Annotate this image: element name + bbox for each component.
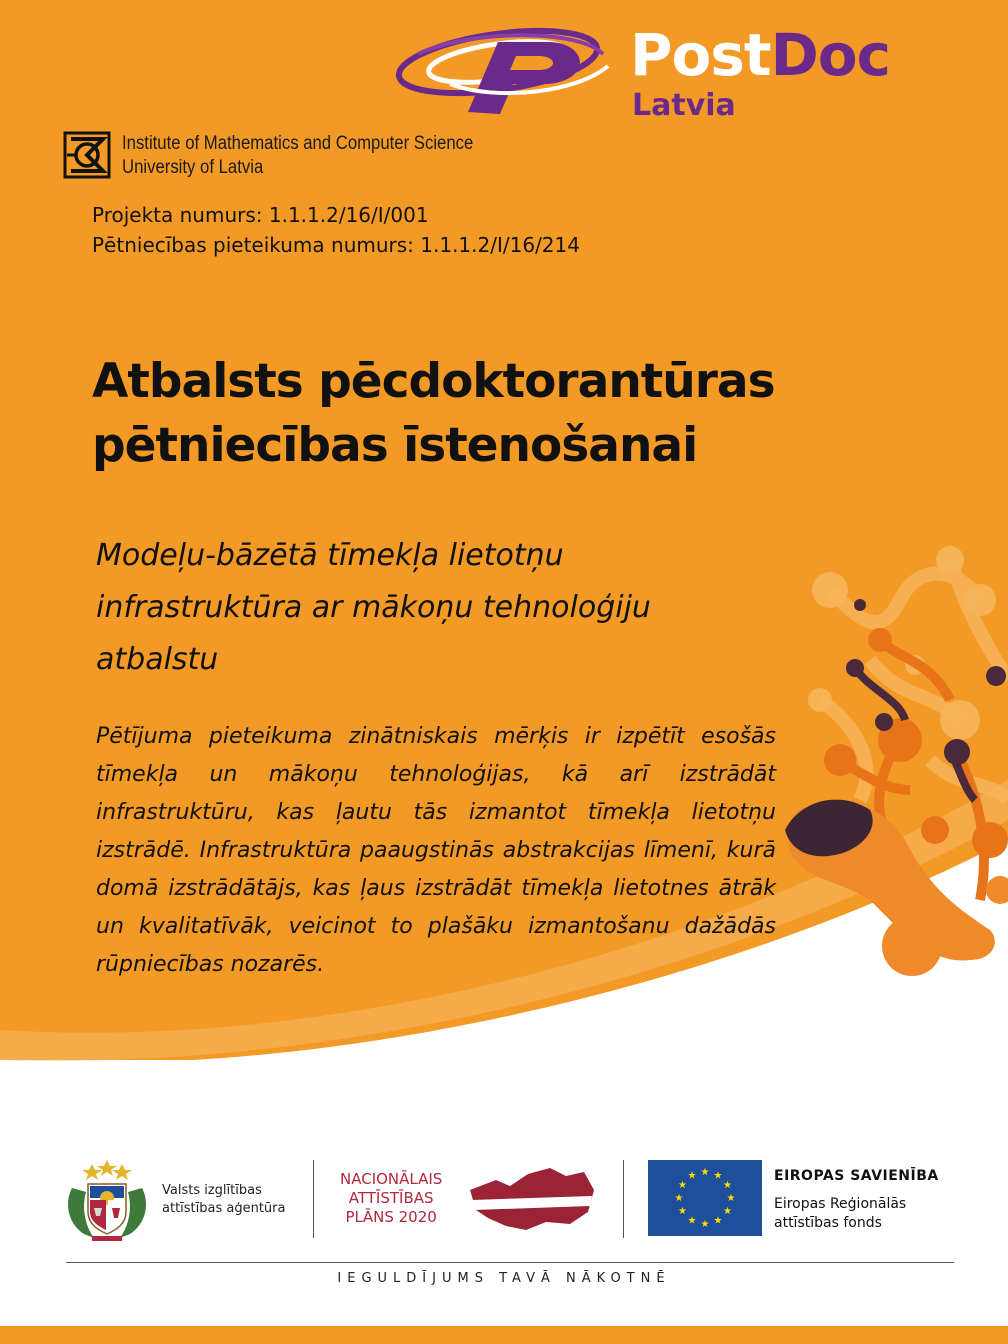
institute-logo-icon	[63, 131, 111, 179]
svg-text:★: ★	[678, 1206, 687, 1217]
svg-text:★: ★	[700, 1219, 710, 1230]
nap-line1: NACIONĀLAIS	[340, 1170, 443, 1188]
via-label	[162, 1182, 285, 1218]
brand-post: Post	[630, 21, 771, 89]
footer-divider	[623, 1160, 624, 1238]
svg-text:★: ★	[723, 1180, 732, 1191]
footer-divider	[313, 1160, 314, 1238]
application-number: Pētniecības pieteikuma numurs: 1.1.1.2/I/16/214	[92, 233, 580, 257]
eu-flag-icon	[648, 1160, 762, 1236]
nap-label	[340, 1170, 442, 1227]
institute-line2: University of Latvia	[122, 157, 264, 178]
eu-line1: Eiropas Reģionālās	[774, 1196, 907, 1212]
svg-text:★: ★	[678, 1180, 687, 1191]
postdoc-wordmark	[630, 22, 890, 88]
svg-text:★: ★	[723, 1206, 732, 1217]
subtitle-line2: infrastruktūra ar mākoņu tehnoloģiju	[96, 590, 651, 625]
subtitle-line1: Modeļu-bāzētā tīmekļa lietotņu	[96, 538, 564, 573]
brand-doc: Doc	[770, 21, 890, 89]
eu-title: EIROPAS SAVIENĪBA	[774, 1168, 939, 1184]
institute-line1: Institute of Mathematics and Computer Science	[122, 133, 474, 154]
abstract-text: Pētījuma pieteikuma zinātniskais mērķis ir izpētīt esošās tīmekļa un mākoņu tehnoloģijas, kā arī izstrādāt infrastruktūru, kas ļautu tās izmantot tīmekļa lietotņu izstrādē. Infrastruktūra paaugstinās abstrakcijas līmenī, kurā domā izstrādātājs, kas ļaus izstrādāt tīmekļa lietotnes ātrāk un kvalitatīvāk, veicinot to plašāku izmantošanu dažādās rūpniecības nozarēs.	[96, 724, 776, 977]
eu-line2: attīstības fonds	[774, 1215, 882, 1231]
page-title	[92, 350, 775, 478]
svg-text:★: ★	[700, 1167, 710, 1178]
brand-country: Latvia	[632, 88, 736, 123]
svg-text:★: ★	[713, 1170, 723, 1182]
slogan: IEGULDĪJUMS TAVĀ NĀKOTNĒ	[337, 1271, 671, 1286]
nap-line3: PLĀNS 2020	[345, 1208, 437, 1226]
nap-line2: ATTĪSTĪBAS	[348, 1189, 434, 1207]
svg-text:★: ★	[687, 1170, 697, 1182]
latvia-coat-of-arms-icon	[64, 1158, 150, 1244]
svg-text:★: ★	[674, 1193, 684, 1204]
institute-name	[122, 132, 473, 180]
via-line1: Valsts izglītības	[162, 1183, 262, 1198]
title-line2: pētniecības īstenošanai	[92, 418, 698, 473]
subtitle-line3: atbalstu	[96, 642, 219, 677]
svg-text:★: ★	[713, 1215, 723, 1227]
subtitle	[96, 530, 796, 686]
title-line1: Atbalsts pēcdoktorantūras	[92, 354, 775, 409]
svg-text:★: ★	[726, 1193, 736, 1204]
svg-text:★: ★	[687, 1215, 697, 1227]
project-info	[92, 200, 580, 260]
footer-rule	[66, 1262, 954, 1263]
via-line2: attīstības aģentūra	[162, 1201, 286, 1216]
bottom-bar	[0, 1326, 1008, 1344]
eu-fund	[774, 1195, 906, 1233]
latvia-map-flag-icon	[466, 1160, 598, 1238]
project-number: Projekta numurs: 1.1.1.2/16/I/001	[92, 203, 429, 227]
